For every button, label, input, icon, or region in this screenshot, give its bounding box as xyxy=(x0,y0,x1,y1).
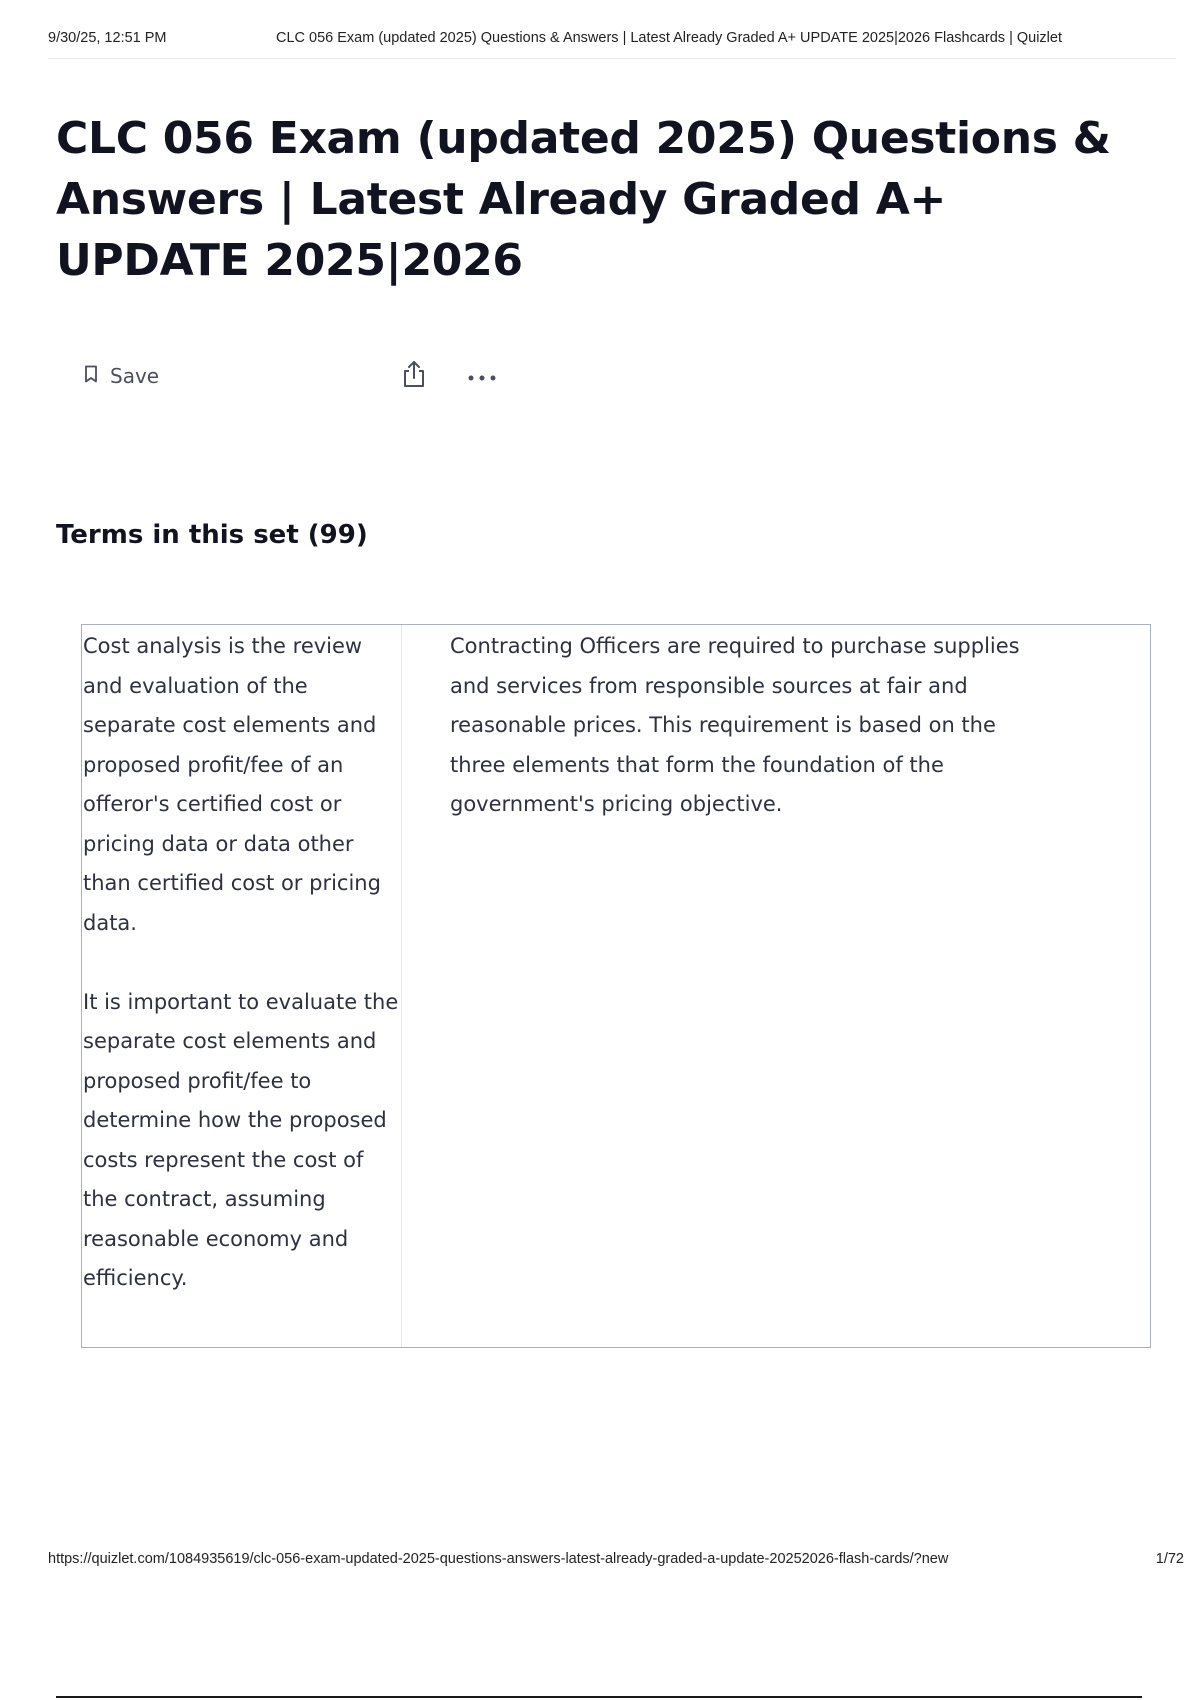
print-header xyxy=(48,30,1176,59)
save-button[interactable] xyxy=(84,360,159,392)
definition-text: Contracting Officers are required to purchase supplies and services from responsible sources at fair and reasonable prices. This requirement is based on the three elements that form the foundation of the government's pricing objective. xyxy=(450,634,1020,816)
card-definition xyxy=(402,625,1150,1347)
page-title: CLC 056 Exam (updated 2025) Questions & Answers | Latest Already Graded A+ UPDATE 2025|2026 xyxy=(56,113,1111,286)
terms-heading: Terms in this set (99) xyxy=(56,520,368,550)
more-options-button[interactable] xyxy=(464,360,500,392)
more-horizontal-icon xyxy=(467,367,497,386)
save-label: Save xyxy=(110,364,160,388)
term-paragraph: It is important to evaluate the separate cost elements and proposed profit/fee to determine how the proposed costs represent the cost of the contract, assuming reasonable economy and efficiency. xyxy=(83,989,399,1290)
bookmark-icon xyxy=(84,364,98,388)
share-icon xyxy=(401,360,427,392)
page-number: 1/72 xyxy=(1155,1551,1184,1567)
print-datetime: 9/30/25, 12:51 PM xyxy=(48,30,167,46)
bottom-divider xyxy=(56,1696,1142,1698)
card-term xyxy=(82,625,402,1347)
flashcard xyxy=(81,624,1151,1348)
print-url: https://quizlet.com/1084935619/clc-056-exam-updated-2025-questions-answers-latest-already-graded-a-update-20252026-flash-cards/?new xyxy=(48,1551,949,1567)
print-doc-title: CLC 056 Exam (updated 2025) Questions & Answers | Latest Already Graded A+ UPDATE 2025|2026 Flashcards | Quizlet xyxy=(276,30,1062,46)
share-button[interactable] xyxy=(398,360,430,392)
action-bar xyxy=(84,360,524,392)
term-paragraph: Cost analysis is the review and evaluation of the separate cost elements and proposed profit/fee of an offeror's certified cost or pricing data or data other than certified cost or pricing data. xyxy=(83,634,381,935)
